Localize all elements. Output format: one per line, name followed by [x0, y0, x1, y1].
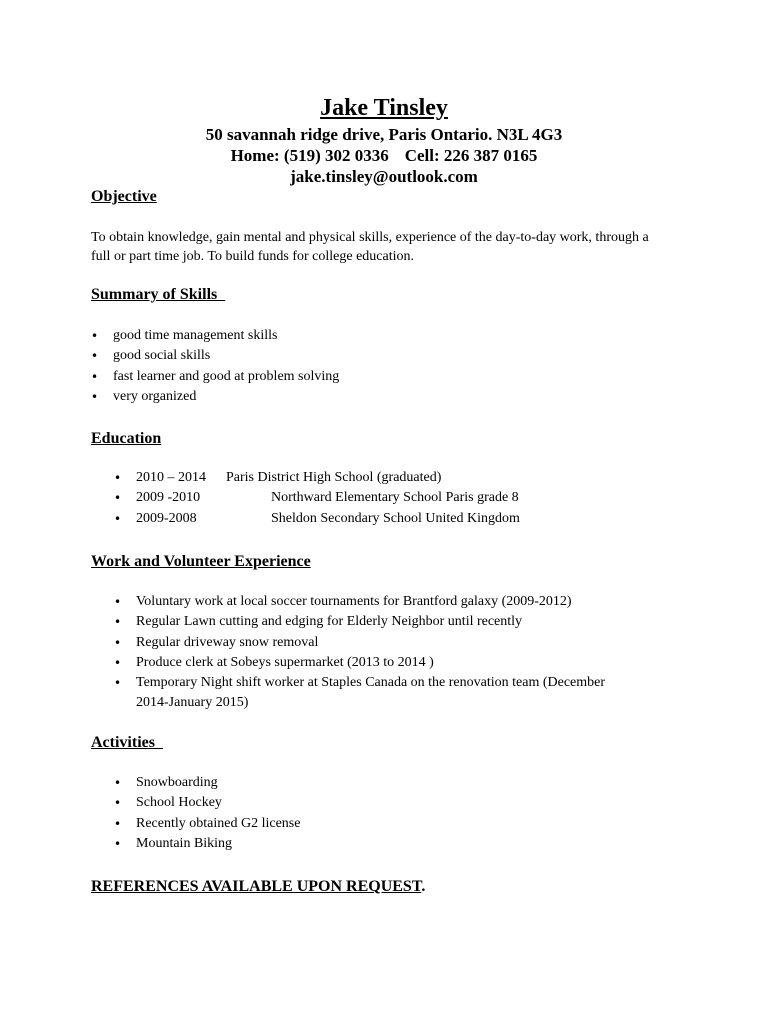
email-line: jake.tinsley@outlook.com — [290, 167, 478, 186]
education-years: 2010 – 2014 — [136, 470, 206, 485]
activities-list — [114, 773, 714, 854]
list-item: • good time management skills — [91, 326, 691, 346]
work-heading: Work and Volunteer Experience — [91, 553, 311, 570]
education-school: Sheldon Secondary School United Kingdom — [271, 510, 520, 526]
list-item: • Regular Lawn cutting and edging for Elderly Neighbor until recently — [114, 612, 634, 632]
list-item: • fast learner and good at problem solving — [91, 367, 691, 387]
skills-list — [91, 326, 691, 407]
work-list — [114, 592, 634, 714]
list-item: • School Hockey — [114, 793, 714, 813]
references-note — [91, 877, 425, 897]
list-item — [114, 488, 714, 508]
list-item: • very organized — [91, 387, 691, 407]
activities-heading: Activities — [91, 734, 163, 751]
education-heading: Education — [91, 430, 162, 447]
objective-heading: Objective — [91, 188, 157, 205]
education-years: 2009 -2010 — [136, 490, 201, 506]
skills-heading: Summary of Skills — [91, 286, 226, 303]
objective-text: To obtain knowledge, gain mental and physical skills, experience of the day-to-day work, through a full or part time job. To build funds for college education. — [91, 230, 649, 264]
list-item: • Temporary Night shift worker at Staples Canada on the renovation team (December 2014-January 2015) — [114, 673, 634, 714]
references-period: . — [421, 878, 426, 895]
list-item — [114, 509, 714, 529]
resume-name: Jake Tinsley — [320, 95, 448, 121]
education-years: 2009-2008 — [136, 510, 197, 526]
list-item: • good social skills — [91, 346, 691, 366]
list-item: • Snowboarding — [114, 773, 714, 793]
phone-line — [0, 145, 768, 166]
list-item — [114, 468, 714, 488]
references-text: REFERENCES AVAILABLE UPON REQUEST — [91, 878, 422, 895]
education-school: Northward Elementary School Paris grade 8 — [271, 490, 519, 506]
list-item: • Produce clerk at Sobeys supermarket (2013 to 2014 ) — [114, 653, 634, 673]
list-item: • Recently obtained G2 license — [114, 814, 714, 834]
education-list — [114, 468, 714, 529]
list-item: • Mountain Biking — [114, 834, 714, 854]
list-item: • Voluntary work at local soccer tournaments for Brantford galaxy (2009-2012) — [114, 592, 634, 612]
address-line: 50 savannah ridge drive, Paris Ontario. N3L 4G3 — [205, 125, 563, 144]
home-phone: Home: (519) 302 0336 — [230, 146, 389, 165]
education-school: Paris District High School (graduated) — [226, 470, 442, 485]
list-item: • Regular driveway snow removal — [114, 633, 634, 653]
cell-phone: Cell: 226 387 0165 — [404, 146, 538, 165]
